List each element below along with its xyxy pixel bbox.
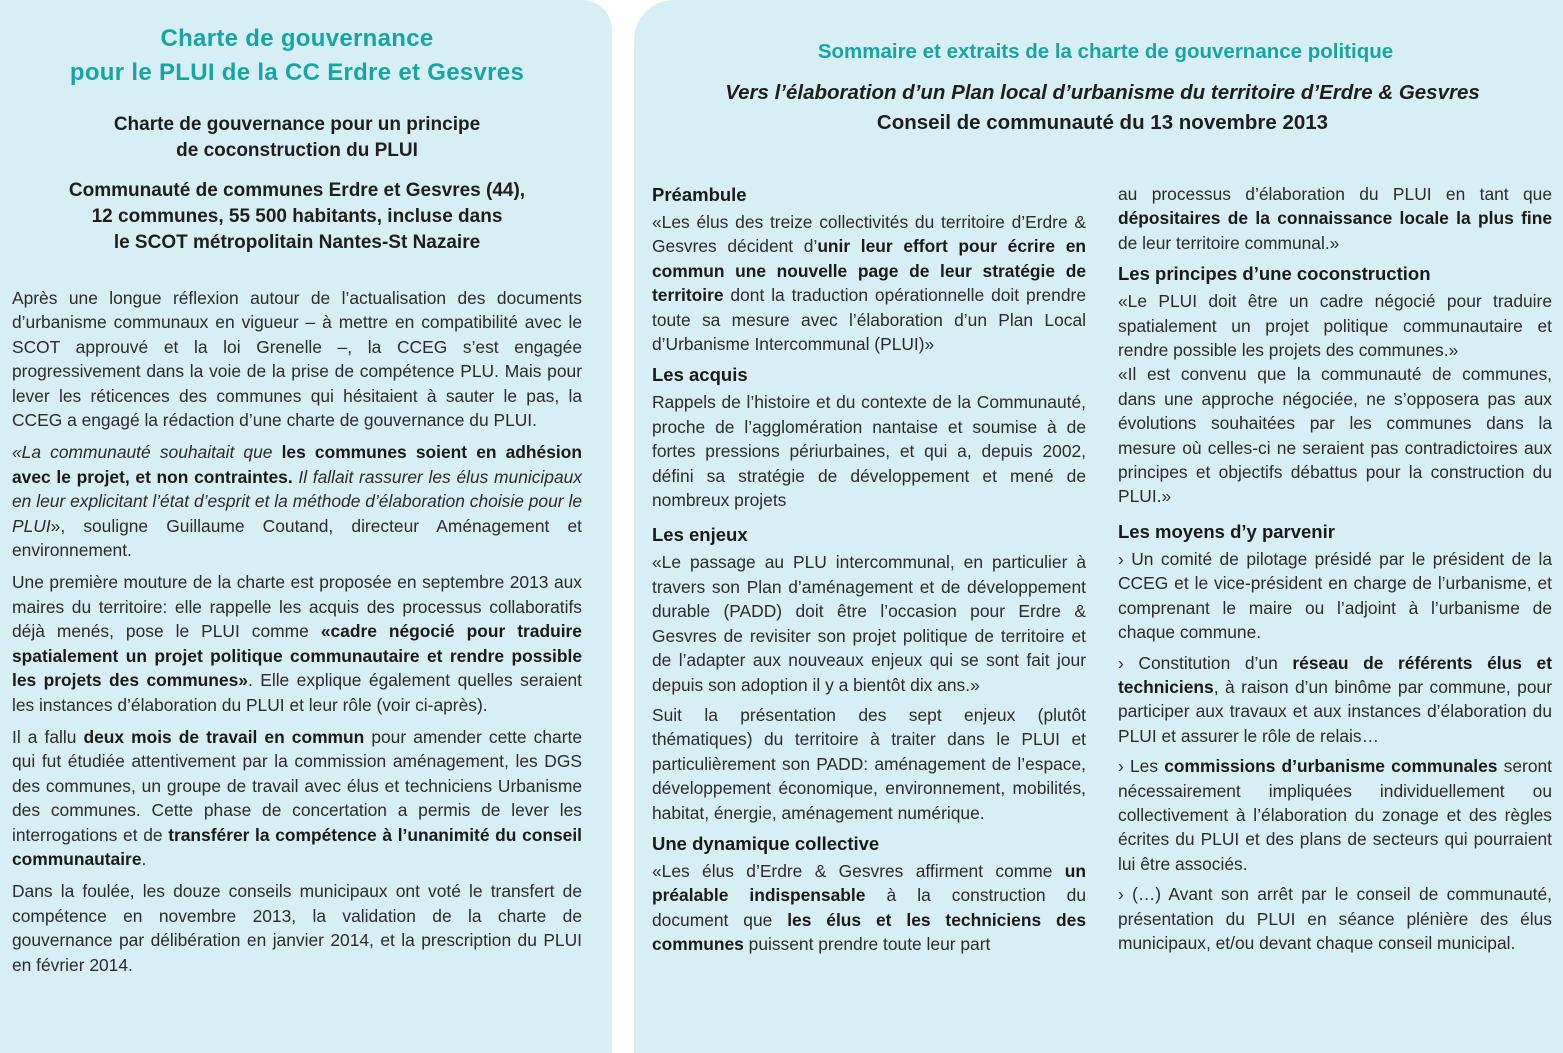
moyens-item-1: › Un comité de pilotage présidé par le président de la CCEG et le vice-président en charge de l’urbanisme, et comprenant le maire ou l’adjoint à l’urbanisme de chaque commune. [1118,548,1552,643]
left-info-line2: 12 communes, 55 500 habitants, incluse dans [91,206,503,227]
p4-bold-2: transférer la compétence à l’unanimité du conseil communautaire [12,824,582,869]
quote-part-c: Il fallait rassurer les élus municipaux en leur explicitant l’état d’esprit et la méthode d’élaboration choisie pour le PLUI [12,466,582,536]
preambule-part-c: dont la traduction opérationnelle doit prendre toute sa mesure avec l’élaboration d’un Plan Local d’Urbanisme Intercommunal (PLUI)» [652,285,1086,355]
section-preambule-title: Préambule [652,184,747,205]
moyens-2-part-c: , à raison d’un binôme par commune, pour participer aux travaux et aux instances d’élaboration du PLUI et assurer le rôle de relais… [1118,676,1552,746]
p3-part-a: Une première mouture de la charte est proposée en septembre 2013 aux maires du territoire: elle rappelle les acquis des processus collaboratifs déjà menés, pose le PLUI comme [12,572,582,642]
continued-bold: dépositaires de la connaissance locale la plus fine [1118,208,1552,229]
moyens-3-bold: commissions d’urbanisme communales [1164,756,1498,777]
left-title [12,22,582,90]
left-subtitle-line2: de coconstruction du PLUI [176,140,418,161]
left-body [12,286,582,977]
moyens-item-3 [1118,754,1552,876]
right-date: Conseil de communauté du 13 novembre 2013 [876,111,1329,134]
right-subtitle: Vers l’élaboration d’un Plan local d’urbanisme du territoire d’Erdre & Gesvres [725,81,1480,104]
section-dynamique-title: Une dynamique collective [652,832,880,854]
dynamique-part-c: à la construction du document que [652,885,1086,930]
p3-part-c: . Elle explique également quelles seraient les instances d’élaboration du PLUI et leur rôle (voir ci-après). [12,670,582,715]
section-dynamique-text [652,859,1086,957]
p4-bold-1: deux mois de travail en commun [83,726,365,747]
right-column-1 [652,182,1086,963]
p4-part-c: pour amender cette charte qui fut étudiée attentivement par la commission aménagement, les DGS des communes, un groupe de travail avec élus et techniciens Urbanisme des communes. Cette phase de concertation a permis de lever les interrogations et de [12,726,582,845]
dynamique-part-e: puissent prendre toute leur part [743,934,991,955]
section-enjeux-title: Les enjeux [652,524,748,546]
left-paragraph-5: Dans la foulée, les douze conseils municipaux ont voté le transfert de compétence en novembre 2013, la validation de la charte de gouvernance par délibération en janvier 2014, et la prescription du PLUI en février 2014. [12,881,582,975]
section-principes-text-1: «Le PLUI doit être un cadre négocié pour traduire spatialement un projet politique communautaire et rendre possible les projets des communes.» [1118,291,1552,361]
section-moyens-title: Les moyens d’y parvenir [1118,520,1335,542]
moyens-2-bold: réseau de référents élus et techniciens [1118,652,1552,697]
left-paragraph-3 [12,570,582,716]
right-column-2 [1118,182,1552,961]
left-info [12,178,582,256]
section-principes-title: Les principes d’une coconstruction [1118,263,1431,285]
preambule-part-a: «Les élus des treize collectivités du territoire d’Erdre & Gesvres décident d’ [652,212,1086,257]
left-title-line1: Charte de gouvernance [160,25,434,52]
left-title-line2: pour le PLUI de la CC Erdre et Gesvres [69,59,525,86]
p4-part-a: Il a fallu [12,726,84,747]
quote-part-d: », souligne Guillaume Coutand, directeur Aménagement et environnement. [12,515,582,561]
moyens-2-part-a: › Constitution d’un [1118,652,1293,673]
section-principes-text-2: «Il est convenu que la communauté de communes, dans une approche négociée, ne s’opposera pas aux évolutions souhaitées par les communes dans la mesure où celles-ci ne seraient pas contradictoires aux principes et objectifs débattus pour la construction du PLUI.» [1118,364,1552,507]
section-enjeux-text-2: Suit la présentation des sept enjeux (plutôt thématiques) du territoire à traiter dans le PLUI et particulièrement son PADD: aménagement de l’espace, développement économique, environnement, mobilités, habitat, énergie, aménagement numérique. [652,704,1086,823]
left-panel [0,0,612,1053]
moyens-3-part-c: seront nécessairement impliquées individuellement ou collectivement à l’élaboration du zonage et des règles écrites du PLUI et des plans de secteurs qui pourraient lui être associés. [1118,756,1552,874]
section-enjeux-text-1: «Le passage au PLU intercommunal, en particulier à travers son Plan d’aménagement et de développement durable (PADD) doit être l’occasion pour Erdre & Gesvres de revisiter son projet politique de territoire et de l’adapter aux nouveaux enjeux qui se sont fait jour depuis son adoption il y a bientôt dix ans.» [652,552,1086,695]
dynamique-part-a: «Les élus d’Erdre & Gesvres affirment comme [652,860,1065,881]
left-info-line3: le SCOT métropolitain Nantes-St Nazaire [113,232,481,253]
moyens-item-4: › (…) Avant son arrêt par le conseil de communauté, présentation du PLUI en séance plénière des élus municipaux, et/ou devant chaque conseil municipal. [1118,884,1552,953]
dynamique-bold-1: un préalable indispensable [652,860,1086,906]
left-subtitle-line1: Charte de gouvernance pour un principe [113,114,481,135]
left-paragraph-4 [12,725,582,871]
section-preambule-text [652,210,1086,356]
left-subtitle [12,112,582,164]
quote-bold: les communes soient en adhésion avec le projet, et non contraintes. [12,442,582,487]
left-paragraph-1: Après une longue réflexion autour de l’actualisation des documents d’urbanisme communaux en vigueur – à mettre en compatibilité avec le SCOT approuvé et la loi Grenelle –, la CCEG s’est engagée progressivement dans la voie de la prise de compétence PLU. Mais pour lever les réticences des communes qui hésitaient à sauter le pas, la CCEG a engagé la rédaction d’une charte de gouvernance du PLUI. [12,288,582,431]
preambule-bold: unir leur effort pour écrire en commun une nouvelle page de leur stratégie de territoire [652,236,1086,306]
left-paragraph-2 [12,440,582,562]
quote-part-a: «La communauté souhaitait que [12,442,282,463]
continued-part-c: de leur territoire communal.» [1118,232,1340,253]
p3-bold: «cadre négocié pour traduire spatialement un projet politique communautaire et rendre possible les projets des communes» [12,621,582,691]
section-acquis-title: Les acquis [652,364,748,386]
moyens-3-part-a: › Les [1118,756,1165,777]
p4-part-e: . [141,848,147,869]
right-panel [634,0,1563,1053]
moyens-item-2 [1118,651,1552,749]
dynamique-bold-2: les élus et les techniciens des communes [652,909,1086,955]
dynamique-continued [1118,182,1552,255]
section-acquis-text: Rappels de l’histoire et du contexte de la Communauté, proche de l’agglomération nantaise et soumise à de fortes pressions périurbaines, et qui a, depuis 2002, défini sa stratégie de développement et mené de nombreux projets [652,392,1086,511]
continued-part-a: au processus d’élaboration du PLUI en tant que [1118,184,1552,204]
left-info-line1: Communauté de communes Erdre et Gesvres (44), [68,180,526,201]
right-title: Sommaire et extraits de la charte de gouvernance politique [817,40,1394,63]
